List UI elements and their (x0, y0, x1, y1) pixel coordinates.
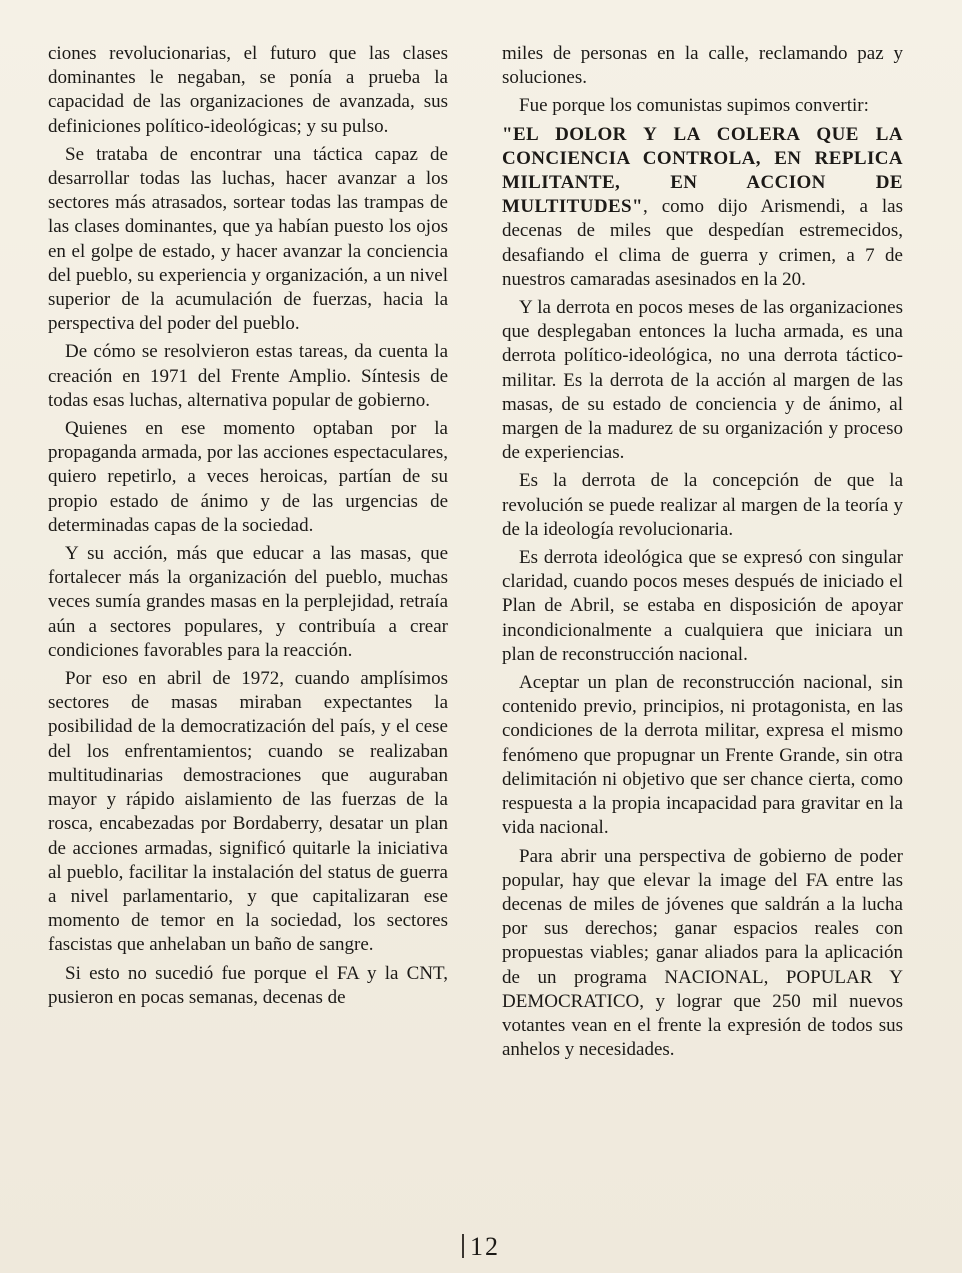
left-column (48, 42, 448, 1014)
quote-paragraph (502, 123, 903, 292)
paragraph: Aceptar un plan de reconstrucción nacional, sin contenido previo, principios, ni protagonista, en las condiciones de la derrota militar, expresa el mismo fenómeno que propugnar un Frente Grande, sin otra delimitación ni objetivo que ser chance cierta, como respuesta a la propia incapacidad para gravitar en la vida nacional. (502, 672, 903, 839)
quote-continuation: , como dijo Arismendi, a las decenas de miles que despedían estremecidos, desafiando el clima de guerra y crimen, a 7 de nuestros camaradas asesinados en la 20. (502, 196, 903, 290)
paragraph: Y su acción, más que educar a las masas, que fortalecer más la organización del pueblo, muchas veces sumía grandes masas en la perplejidad, retraía aún a sectores populares, y contribuía a crear condiciones favorables para la reacción. (48, 543, 448, 661)
paragraph: Y la derrota en pocos meses de las organizaciones que desplegaban entonces la lucha armada, es una derrota político-ideológica, no una derrota táctico-militar. Es la derrota de la acción al margen de las masas, de su estado de conciencia y de ánimo, al margen de la madurez de su organización y proceso de experiencias. (502, 297, 903, 464)
paragraph: Si esto no sucedió fue porque el FA y la CNT, pusieron en pocas semanas, decenas de (48, 962, 448, 1008)
page-number-rule (462, 1234, 464, 1258)
paragraph: Para abrir una perspectiva de gobierno de poder popular, hay que elevar la image del FA entre las decenas de miles de jóvenes que saldrán a la lucha por sus derechos; ganar espacios reales con propuestas viables; ganar aliados para la aplicación de un programa NACIONAL, POPULAR Y DEMOCRATICO, y lograr que 250 mil nuevos votantes vean en el frente la expresión de todos sus anhelos y necesidades. (502, 845, 903, 1061)
right-column (502, 42, 903, 1066)
paragraph: Fue porque los comunistas supimos convertir: (519, 95, 869, 117)
paragraph: Por eso en abril de 1972, cuando amplísimos sectores de masas miraban expectantes la posibilidad de la democratización del país, y el cese del los enfrentamientos; cuando se realizaban multitudinarias demostraciones que auguraban mayor y rápido aislamiento de las fuerzas de la rosca, encabezadas por Bordaberry, desatar un plan de acciones armadas, significó quitarle la iniciativa al pueblo, facilitar la instalación del status de guerra a nivel parlamentario, y que capitalizaran ese momento de temor en la sociedad, los sectores fascistas que anhelaban un baño de sangre. (48, 668, 448, 956)
page-number-text: 12 (470, 1232, 500, 1261)
paragraph: Se trataba de encontrar una táctica capaz de desarrollar todas las luchas, hacer avanzar a los sectores más atrasados, sortear todas las trampas de las clases dominantes, que ya habían puesto los ojos en el golpe de estado, y hacer avanzar la conciencia del pueblo, su experiencia y organización, a un nivel superior de la acumulación de fuerzas, hacia la perspectiva del poder del pueblo. (48, 143, 448, 335)
paragraph: Es derrota ideológica que se expresó con singular claridad, cuando pocos meses después de iniciado el Plan de Abril, se estaba en disposición de apoyar incondicionalmente a cualquiera que iniciara un plan de reconstrucción nacional. (502, 547, 903, 665)
page-number (0, 1232, 962, 1262)
paragraph: miles de personas en la calle, reclamando paz y soluciones. (502, 43, 903, 89)
paragraph: De cómo se resolvieron estas tareas, da cuenta la creación en 1971 del Frente Amplio. Síntesis de todas esas luchas, alternativa popular de gobierno. (48, 341, 448, 411)
paragraph: Es la derrota de la concepción de que la revolución se puede realizar al margen de la teoría y de la ideología revolucionaria. (502, 470, 903, 540)
paragraph: Quienes en ese momento optaban por la propaganda armada, por las acciones espectaculares, quiero repetirlo, a veces heroicas, partían de su propio estado de ánimo y de las urgencias de determinadas capas de la sociedad. (48, 418, 448, 536)
arismendi-quote: "EL DOLOR Y LA COLERA QUE LA CONCIENCIA CONTROLA, EN REPLICA MILITANTE, EN ACCION DE MULTITUDES" (502, 123, 903, 218)
paragraph: ciones revolucionarias, el futuro que las clases dominantes le negaban, se ponía a prueba la capacidad de las organizaciones de avanzada, sus definiciones político-ideológicas; y su pulso. (48, 43, 448, 137)
